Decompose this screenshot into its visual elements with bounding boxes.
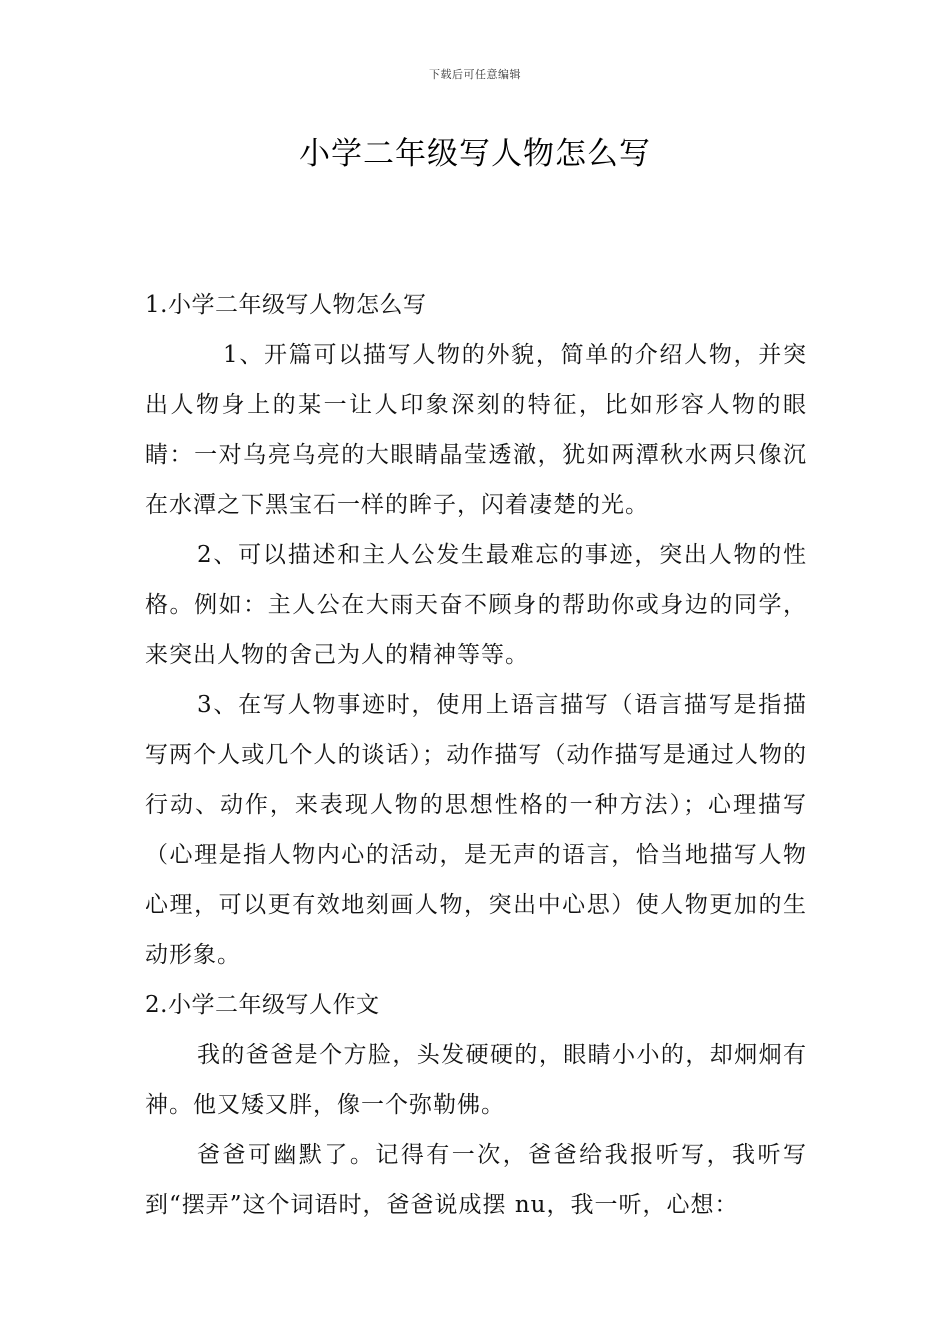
document-body [145, 280, 807, 1230]
document-title: 小学二年级写人物怎么写 [299, 136, 651, 172]
paragraph-events: 2、可以描述和主人公发生最难忘的事迹，突出人物的性格。例如：主人公在大雨天奋不顾身的帮助你或身边的同学，来突出人物的舍己为人的精神等等。 [145, 542, 807, 668]
paragraph-father-humor: 爸爸可幽默了。记得有一次，爸爸给我报听写，我听写到“摆弄”这个词语时，爸爸说成摆 nu，我一听，心想： [145, 1142, 807, 1218]
paragraph-appearance: 1、开篇可以描写人物的外貌，简单的介绍人物，并突出人物身上的某一让人印象深刻的特征，比如形容人物的眼睛：一对乌亮乌亮的大眼睛晶莹透澈，犹如两潭秋水两只像沉在水潭之下黑宝石一样的眸子，闪着凄楚的光。 [145, 342, 807, 518]
paragraph-description-methods: 3、在写人物事迹时，使用上语言描写（语言描写是指描写两个人或几个人的谈话）；动作描写（动作描写是通过人物的行动、动作，来表现人物的思想性格的一种方法）；心理描写（心理是指人物内心的活动，是无声的语言，恰当地描写人物心理，可以更有效地刻画人物，突出中心思）使人物更加的生动形象。 [145, 692, 807, 968]
paragraph-father-looks: 我的爸爸是个方脸，头发硬硬的，眼睛小小的，却炯炯有神。他又矮又胖，像一个弥勒佛。 [145, 1042, 807, 1118]
section-heading-2: 2.小学二年级写人作文 [145, 992, 380, 1018]
header-note: 下载后可任意编辑 [429, 68, 521, 81]
section-heading-1: 1.小学二年级写人物怎么写 [145, 292, 427, 318]
